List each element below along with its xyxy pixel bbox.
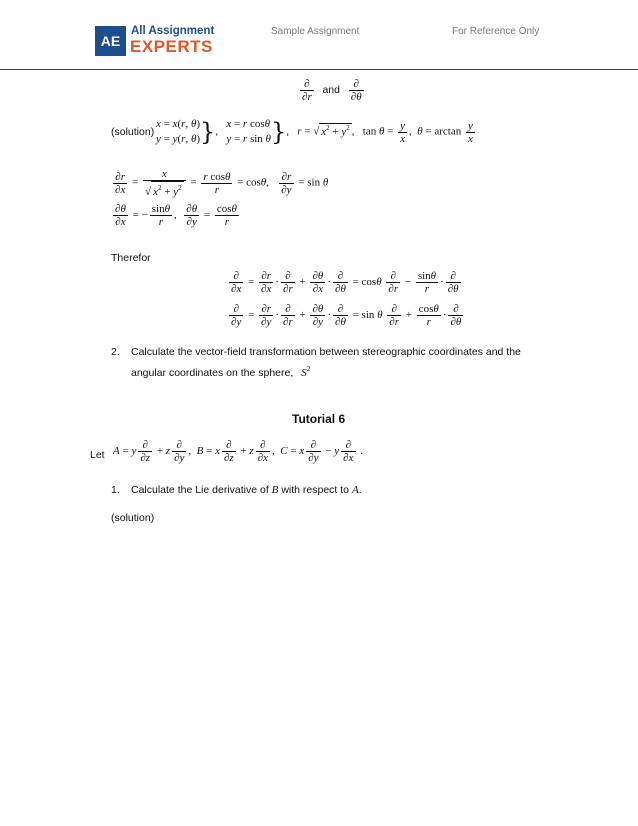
header-right-text: For Reference Only <box>452 26 540 37</box>
dr-derivatives: $\frac{\partial r}{\partial x}$ = $\frac{x}{√ x^2 + y^2}$ = $\frac{\text{r cosθ}}{r}$ = cosθ, $\frac{\partial r}{\partial y}$ = sin θ <box>115 168 329 198</box>
item1-period: . <box>358 484 362 496</box>
solution-label-2: (solution) <box>111 512 155 524</box>
item1-A-symbol: A <box>351 484 359 496</box>
vector-field-definitions: A = y $\frac{\partial}{\partial z}$ + z $\frac{\partial}{\partial y}$ , B = x $\frac{\partial}{\partial z}$ + z $\frac{\partial}{\partial x}$ , C = x $\frac{\partial}{\partial y}$ − y $\frac{\partial}{\partial x}$ . <box>113 439 363 464</box>
chain-rule-x: $\frac{\partial}{\partial x}$ = $\frac{\partial r}{\partial x}$ · $\frac{\partial}{\partial r}$ + $\frac{\partial\theta}{\partial x}$ · $\frac{\partial}{\partial\theta}$ = cosθ $\frac{\partial}{\partial r}$ − $\frac{\sin\theta}{r}$ · $\frac{\partial}{\partial\theta}$ <box>231 270 459 295</box>
let-label: Let <box>90 449 105 461</box>
tutorial-title: Tutorial 6 <box>292 412 346 426</box>
chain-rule-y: $\frac{\partial}{\partial y}$ = $\frac{\partial r}{\partial y}$ · $\frac{\partial}{\partial r}$ + $\frac{\partial\theta}{\partial y}$ · $\frac{\partial}{\partial\theta}$ = sin θ $\frac{\partial}{\partial r}$ + $\frac{\cos\theta}{r}$ · $\frac{\partial}{\partial\theta}$ <box>231 303 462 328</box>
logo-brand-line2: EXPERTS <box>130 37 213 56</box>
header-divider <box>0 69 638 70</box>
therefor-text: Therefor <box>111 252 151 264</box>
item2-number: 2. <box>111 346 120 358</box>
header-center-text: Sample Assignment <box>271 26 360 37</box>
coordinate-definitions: x = x(r, θ) y = y(r, θ)}, x = r cosθ y = r sin θ}, r = √ $x^2 + y^2$ , tan θ = $\frac{y}{x}$ , θ = arctan $\frac{y}{x}$ <box>156 118 473 146</box>
item2-line2: angular coordinates on the sphere, <box>131 367 294 379</box>
and-text: and <box>322 84 340 97</box>
item1-number: 1. <box>111 484 120 496</box>
sphere-symbol: S <box>301 367 307 379</box>
logo-brand-line1: All Assignment <box>131 25 215 37</box>
logo-mark: AE <box>95 26 126 56</box>
item2-line1: Calculate the vector-field transformation between stereographic coordinates and the <box>131 346 521 358</box>
item1-text-b: with respect to <box>281 484 350 496</box>
item1-text-a: Calculate the Lie derivative of <box>131 484 269 496</box>
sphere-exponent: 2 <box>306 365 311 373</box>
dtheta-derivatives: $\frac{\partial\theta}{\partial x}$ = − $\frac{\sin\theta}{r}$ , $\frac{\partial\theta}{\partial y}$ = $\frac{\cos\theta}{r}$ <box>115 203 237 228</box>
solution-label-1: (solution) <box>111 126 155 138</box>
item2-line2-block <box>131 365 310 379</box>
item1-text <box>131 484 362 496</box>
partial-operators-heading: $\frac{\partial}{\partial r}$ and $\frac{\partial}{\partial\theta}$ <box>302 78 362 103</box>
item1-B-symbol: B <box>271 484 279 496</box>
